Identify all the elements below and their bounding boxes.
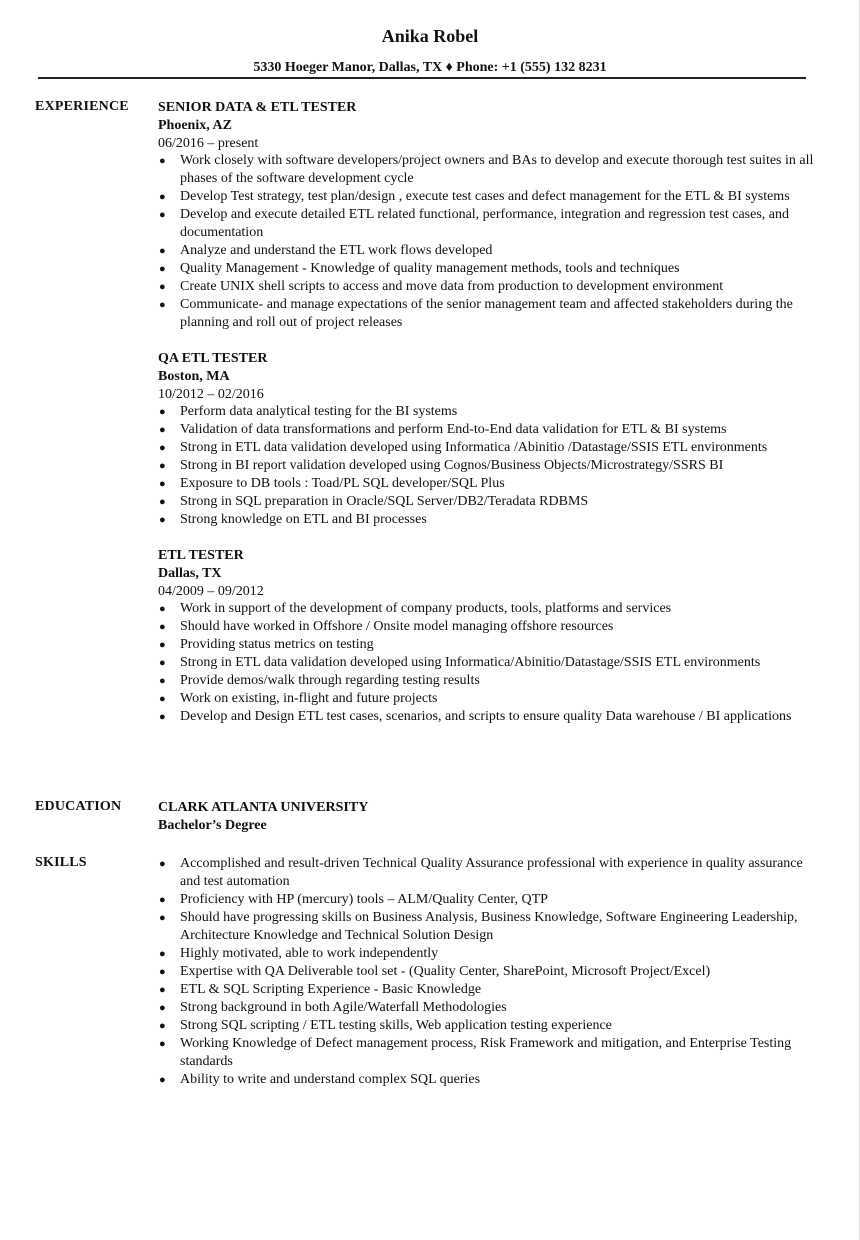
job-entry	[158, 99, 818, 332]
bullet-text: Strong SQL scripting / ETL testing skills, Web application testing experience	[180, 1018, 612, 1033]
bullet-text: Proficiency with HP (mercury) tools – ALM/Quality Center, QTP	[180, 892, 548, 907]
bullet-text: ETL & SQL Scripting Experience - Basic Knowledge	[180, 982, 482, 997]
bullet-icon: ●	[159, 948, 166, 960]
job-bullets	[158, 403, 818, 529]
bullet-text: Ability to write and understand complex SQL queries	[180, 1072, 481, 1087]
school-name: CLARK ATLANTA UNIVERSITY	[158, 800, 369, 815]
list-item	[158, 690, 818, 708]
bullet-text: Strong in ETL data validation developed using Informatica /Abinitio /Datastage/SSIS ETL environments	[180, 440, 768, 455]
bullet-text: Highly motivated, able to work independently	[180, 946, 439, 961]
bullet-icon: ●	[159, 894, 166, 906]
job-entry	[158, 350, 818, 529]
job-dates: 10/2012 – 02/2016	[158, 387, 264, 402]
list-item	[158, 188, 818, 206]
bullet-text: Providing status metrics on testing	[180, 637, 374, 652]
list-item	[158, 708, 818, 726]
job-entry	[158, 547, 818, 726]
bullet-text: Work on existing, in-flight and future projects	[180, 691, 438, 706]
bullet-text: Work in support of the development of company products, tools, platforms and services	[180, 601, 672, 616]
job-title: SENIOR DATA & ETL TESTER	[158, 100, 357, 115]
job-location: Phoenix, AZ	[158, 118, 232, 133]
bullet-text: Strong in BI report validation developed using Cognos/Business Objects/Microstrategy/SSRS BI	[180, 458, 724, 473]
list-item	[158, 600, 818, 618]
bullet-text: Strong knowledge on ETL and BI processes	[180, 512, 427, 527]
bullet-text: Strong background in both Agile/Waterfall Methodologies	[180, 1000, 507, 1015]
bullet-icon: ●	[159, 496, 166, 508]
bullet-text: Develop and execute detailed ETL related functional, performance, integration and regression test cases, and documentation	[180, 207, 789, 240]
job-dates: 06/2016 – present	[158, 136, 259, 151]
list-item	[158, 493, 818, 511]
list-item	[158, 457, 818, 475]
bullet-icon: ●	[159, 460, 166, 472]
bullet-icon: ●	[159, 1020, 166, 1032]
job-bullets	[158, 600, 818, 726]
bullet-text: Analyze and understand the ETL work flows developed	[180, 243, 493, 258]
list-item	[158, 999, 818, 1017]
bullet-text: Work closely with software developers/project owners and BAs to develop and execute thorough test suites in all phases of the software development cycle	[180, 153, 814, 186]
bullet-icon: ●	[159, 209, 166, 221]
bullet-text: Validation of data transformations and perform End-to-End data validation for ETL & BI systems	[180, 422, 727, 437]
list-item	[158, 945, 818, 963]
list-item	[158, 981, 818, 999]
section-label-education: EDUCATION	[35, 799, 122, 814]
bullet-text: Accomplished and result-driven Technical Quality Assurance professional with experience in quality assurance and test automation	[180, 856, 803, 889]
list-item	[158, 475, 818, 493]
job-dates: 04/2009 – 09/2012	[158, 584, 264, 599]
bullet-text: Strong in ETL data validation developed using Informatica/Abinitio/Datastage/SSIS ETL environments	[180, 655, 761, 670]
bullet-icon: ●	[159, 966, 166, 978]
bullet-icon: ●	[159, 657, 166, 669]
skills-section	[158, 855, 818, 1089]
list-item	[158, 963, 818, 981]
bullet-text: Quality Management - Knowledge of quality management methods, tools and techniques	[180, 261, 680, 276]
bullet-icon: ●	[159, 603, 166, 615]
bullet-text: Strong in SQL preparation in Oracle/SQL Server/DB2/Teradata RDBMS	[180, 494, 589, 509]
education-section	[158, 799, 818, 835]
bullet-icon: ●	[159, 675, 166, 687]
bullet-icon: ●	[159, 191, 166, 203]
header-divider	[38, 77, 806, 79]
bullet-icon: ●	[159, 442, 166, 454]
bullet-icon: ●	[159, 621, 166, 633]
bullet-text: Provide demos/walk through regarding testing results	[180, 673, 480, 688]
bullet-icon: ●	[159, 639, 166, 651]
list-item	[158, 242, 818, 260]
bullet-icon: ●	[159, 1038, 166, 1050]
bullet-icon: ●	[159, 245, 166, 257]
bullet-icon: ●	[159, 912, 166, 924]
job-title: ETL TESTER	[158, 548, 244, 563]
list-item	[158, 1017, 818, 1035]
bullet-text: Should have progressing skills on Business Analysis, Business Knowledge, Software Engineering Leadership, Architecture Knowledge and Technical Solution Design	[180, 910, 798, 943]
list-item	[158, 672, 818, 690]
bullet-icon: ●	[159, 299, 166, 311]
job-location: Boston, MA	[158, 369, 230, 384]
degree: Bachelor’s Degree	[158, 818, 267, 833]
list-item	[158, 636, 818, 654]
list-item	[158, 511, 818, 529]
bullet-icon: ●	[159, 858, 166, 870]
list-item	[158, 654, 818, 672]
list-item	[158, 152, 818, 188]
job-location: Dallas, TX	[158, 566, 222, 581]
job-bullets	[158, 152, 818, 332]
list-item	[158, 206, 818, 242]
bullet-text: Perform data analytical testing for the BI systems	[180, 404, 458, 419]
list-item	[158, 891, 818, 909]
bullet-icon: ●	[159, 1002, 166, 1014]
list-item	[158, 421, 818, 439]
list-item	[158, 260, 818, 278]
candidate-name: Anika Robel	[381, 26, 479, 46]
bullet-text: Should have worked in Offshore / Onsite model managing offshore resources	[180, 619, 614, 634]
bullet-text: Expertise with QA Deliverable tool set - (Quality Center, SharePoint, Microsoft Project/Excel)	[180, 964, 711, 979]
list-item	[158, 296, 818, 332]
experience-section	[158, 99, 818, 744]
list-item	[158, 1071, 818, 1089]
bullet-text: Exposure to DB tools : Toad/PL SQL developer/SQL Plus	[180, 476, 505, 491]
bullet-icon: ●	[159, 406, 166, 418]
list-item	[158, 618, 818, 636]
bullet-text: Develop and Design ETL test cases, scenarios, and scripts to ensure quality Data warehouse / BI applications	[180, 709, 792, 724]
bullet-icon: ●	[159, 155, 166, 167]
list-item	[158, 439, 818, 457]
bullet-icon: ●	[159, 281, 166, 293]
list-item	[158, 909, 818, 945]
bullet-text: Communicate- and manage expectations of the senior management team and affected stakeholders during the planning and roll out of project releases	[180, 297, 793, 330]
bullet-icon: ●	[159, 693, 166, 705]
list-item	[158, 1035, 818, 1071]
section-label-skills: SKILLS	[35, 855, 87, 870]
job-title: QA ETL TESTER	[158, 351, 268, 366]
bullet-text: Working Knowledge of Defect management process, Risk Framework and mitigation, and Enterprise Testing standards	[180, 1036, 792, 1069]
bullet-icon: ●	[159, 263, 166, 275]
skills-bullets	[158, 855, 818, 1089]
bullet-text: Create UNIX shell scripts to access and move data from production to development environment	[180, 279, 724, 294]
bullet-icon: ●	[159, 424, 166, 436]
list-item	[158, 855, 818, 891]
bullet-icon: ●	[159, 984, 166, 996]
bullet-icon: ●	[159, 1074, 166, 1086]
bullet-icon: ●	[159, 478, 166, 490]
list-item	[158, 403, 818, 421]
bullet-icon: ●	[159, 711, 166, 723]
list-item	[158, 278, 818, 296]
section-label-experience: EXPERIENCE	[35, 99, 129, 114]
bullet-text: Develop Test strategy, test plan/design , execute test cases and defect management for the ETL & BI systems	[180, 189, 790, 204]
contact-line: 5330 Hoeger Manor, Dallas, TX ♦ Phone: +1 (555) 132 8231	[253, 60, 607, 75]
bullet-icon: ●	[159, 514, 166, 526]
